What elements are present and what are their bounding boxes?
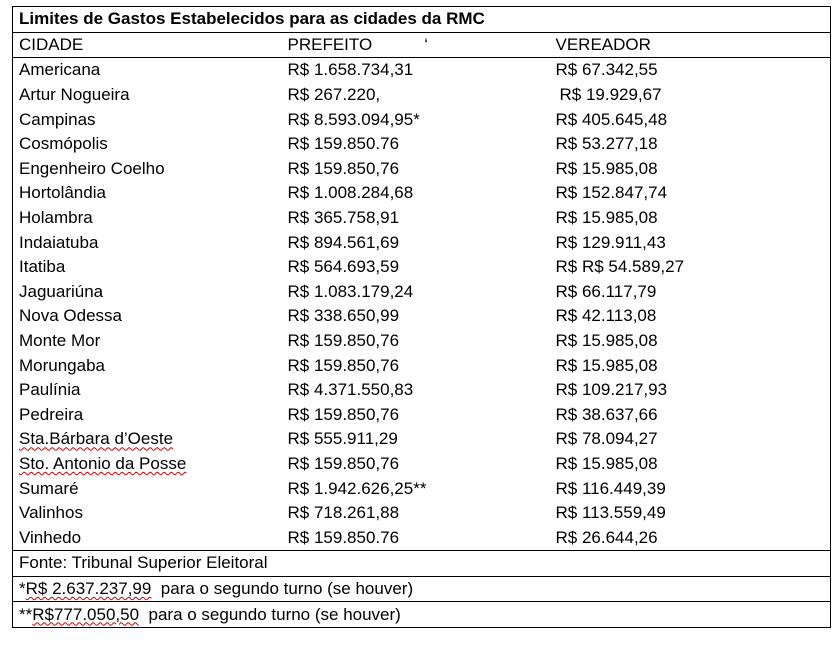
vereador-cell: R$ 19.929,67 — [550, 83, 831, 108]
vereador-cell: R$ 78.094,27 — [550, 427, 831, 452]
vereador-cell: R$ 129.911,43 — [550, 230, 831, 255]
table-row — [13, 427, 831, 452]
vereador-cell: R$ 109.217,93 — [550, 378, 831, 403]
note1-prefix: * — [19, 578, 26, 598]
vereador-cell: R$ 67.342,55 — [550, 58, 831, 83]
vereador-cell: R$ 15.985,08 — [550, 353, 831, 378]
header-prefeito-label: PREFEITO — [287, 34, 373, 54]
vereador-cell: R$ R$ 54.589,27 — [550, 255, 831, 280]
cidade-cell — [13, 427, 282, 452]
prefeito-cell: R$ 338.650,99 — [287, 306, 400, 326]
note-second-round-row-cell — [13, 602, 831, 628]
note1-suffix: para o segundo turno (se houver) — [151, 578, 414, 598]
prefeito-cell: R$ 894.561,69 — [287, 232, 400, 252]
note-first-round-row-cell — [13, 576, 831, 602]
table-title: Limites de Gastos Estabelecidos para as cidades da RMC — [13, 7, 831, 33]
header-prefeito — [282, 32, 550, 58]
cidade-cell: Americana — [13, 58, 282, 83]
vereador-cell: R$ 15.985,08 — [550, 452, 831, 477]
prefeito-cell: R$ 159.850,76 — [287, 404, 400, 424]
note2-suffix: para o segundo turno (se houver) — [139, 604, 401, 624]
note2-value: R$777.050,50 — [32, 604, 140, 624]
spellcheck-text: Sta.Bárbara d’Oeste — [19, 429, 174, 449]
cidade-cell: Sumaré — [13, 476, 282, 501]
table-row — [13, 476, 831, 501]
prefeito-cell: R$ 1.658.734,31 — [282, 58, 550, 83]
source-row-cell: Fonte: Tribunal Superior Eleitoral — [13, 551, 831, 577]
header-cidade: CIDADE — [13, 32, 282, 58]
cidade-cell: Jaguariúna — [13, 280, 282, 305]
prefeito-cell: R$ 159.850.76 — [287, 134, 400, 154]
cidade-cell: Paulínia — [13, 378, 282, 403]
cidade-cell — [13, 452, 282, 477]
vereador-cell: R$ 66.117,79 — [550, 280, 831, 305]
table-row — [13, 280, 831, 305]
prefeito-cell: R$ 1.083.179,24 — [287, 281, 414, 301]
table-row — [13, 452, 831, 477]
vereador-cell: R$ 53.277,18 — [550, 132, 831, 157]
prefeito-cell: R$ 1.008.284,68 — [287, 183, 414, 203]
cidade-cell: Vinhedo — [13, 525, 282, 550]
cidade-cell: Hortolândia — [13, 181, 282, 206]
header-row — [13, 32, 831, 58]
prefeito-cell: R$ 718.261,88 — [287, 503, 400, 523]
cidade-cell: Itatiba — [13, 255, 282, 280]
header-mark: ‘ — [424, 34, 428, 54]
header-vereador: VEREADOR — [550, 32, 831, 58]
table-row — [13, 181, 831, 206]
table-row — [13, 206, 831, 231]
prefeito-cell: R$ 267.220, — [287, 85, 381, 105]
title-row — [13, 7, 831, 33]
table-row — [13, 378, 831, 403]
table-row — [13, 525, 831, 550]
vereador-cell: R$ 15.985,08 — [550, 206, 831, 231]
note2-prefix: ** — [19, 604, 33, 624]
cidade-cell: Valinhos — [13, 501, 282, 526]
table-row — [13, 353, 831, 378]
note1-value: R$ 2.637.237,99 — [25, 578, 152, 598]
cidade-cell: Cosmópolis — [13, 132, 282, 157]
table-row — [13, 304, 831, 329]
note-second-round-row — [13, 602, 831, 628]
cidade-cell: Nova Odessa — [13, 304, 282, 329]
prefeito-cell: R$ 159.850,76 — [287, 158, 400, 178]
vereador-cell: R$ 15.985,08 — [550, 329, 831, 354]
vereador-cell: R$ 15.985,08 — [550, 157, 831, 182]
vereador-cell: R$ 113.559,49 — [550, 501, 831, 526]
table-row — [13, 107, 831, 132]
table-row — [13, 501, 831, 526]
vereador-cell: R$ 26.644,26 — [550, 525, 831, 550]
table-row — [13, 83, 831, 108]
table-row — [13, 58, 831, 83]
table-row — [13, 255, 831, 280]
cidade-cell: Artur Nogueira — [13, 83, 282, 108]
table-row — [13, 403, 831, 428]
cidade-cell: Holambra — [13, 206, 282, 231]
prefeito-cell: R$ 1.942.626,25** — [287, 478, 427, 498]
prefeito-cell: R$ 564.693,59 — [287, 257, 400, 277]
table-row — [13, 132, 831, 157]
prefeito-cell: R$ 159.850,76 — [287, 355, 400, 375]
cidade-cell: Morungaba — [13, 353, 282, 378]
cidade-cell: Indaiatuba — [13, 230, 282, 255]
vereador-cell: R$ 42.113,08 — [550, 304, 831, 329]
table-row — [13, 230, 831, 255]
table-row — [13, 157, 831, 182]
prefeito-cell: R$ 159.850.76 — [282, 525, 550, 550]
spending-limits-table — [12, 6, 831, 628]
prefeito-cell: R$ 8.593.094,95* — [287, 109, 420, 129]
cidade-cell: Engenheiro Coelho — [13, 157, 282, 182]
note-first-round-row — [13, 576, 831, 602]
table-row — [13, 329, 831, 354]
prefeito-cell: R$ 159.850,76 — [287, 453, 400, 473]
prefeito-cell: R$ 365.758,91 — [287, 208, 400, 228]
vereador-cell: R$ 405.645,48 — [550, 107, 831, 132]
cidade-cell: Monte Mor — [13, 329, 282, 354]
source-row — [13, 551, 831, 577]
vereador-cell: R$ 116.449,39 — [550, 476, 831, 501]
vereador-cell: R$ 38.637,66 — [550, 403, 831, 428]
vereador-cell: R$ 152.847,74 — [550, 181, 831, 206]
prefeito-cell: R$ 159.850,76 — [287, 331, 400, 351]
prefeito-cell: R$ 4.371.550,83 — [287, 380, 414, 400]
cidade-cell: Campinas — [13, 107, 282, 132]
spellcheck-text: Sto. Antonio da Posse — [19, 453, 187, 473]
cidade-cell: Pedreira — [13, 403, 282, 428]
prefeito-cell: R$ 555.911,29 — [287, 429, 398, 449]
